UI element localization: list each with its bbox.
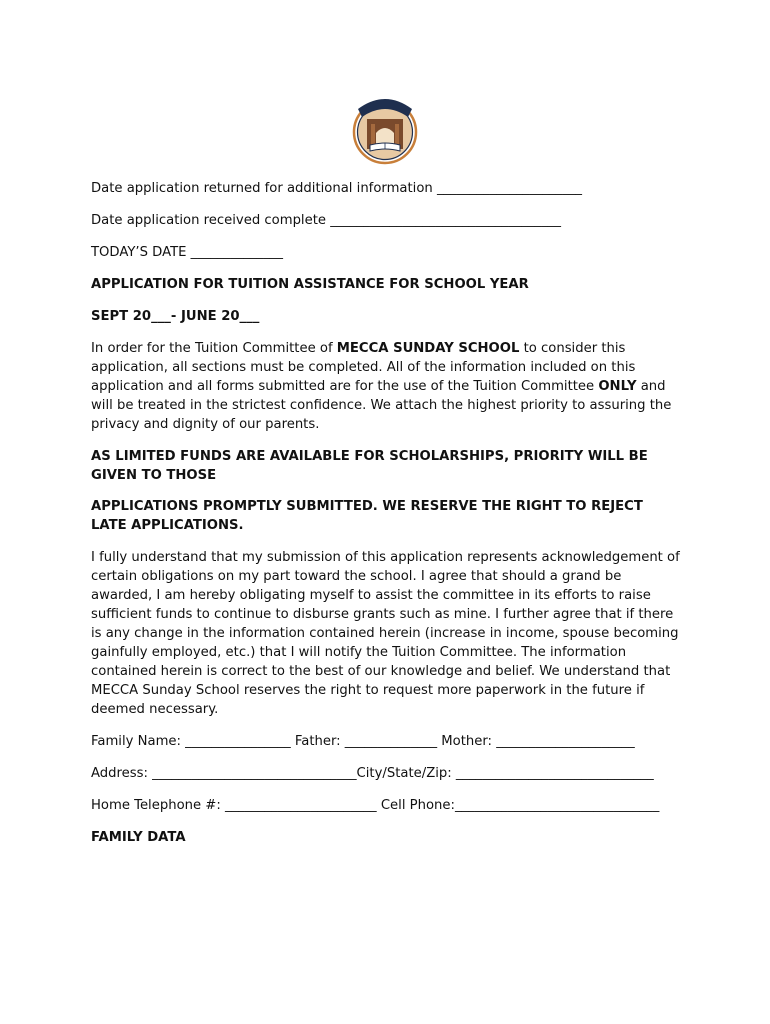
intro-text-1: In order for the Tuition Committee of [91, 341, 337, 356]
intro-text-2: to consider this application, all sections must be completed. All of the information included on this application and all forms submitted are for the use of the Tuition Committee [91, 341, 636, 394]
address-line: Address: _______________________________City/State/Zip: ______________________________ [91, 766, 654, 781]
intro-paragraph [91, 339, 683, 434]
school-name: MECCA SUNDAY SCHOOL [336, 341, 520, 356]
agreement-paragraph: I fully understand that my submission of this application represents acknowledgement of certain obligations on my part toward the school. I agree that should a grand be awarded, I am hereby obligating myself to assist the committee in its efforts to raise sufficient funds to continue to disburse grants such as mine. I further agree that if there is any change in the information contained herein (increase in income, spouse becoming gainfully employed, etc.) that I will notify the Tuition Committee. The information contained herein is correct to the best of our knowledge and belief. We understand that MECCA Sunday School reserves the right to request more paperwork in the future if deemed necessary. [91, 550, 680, 717]
form-content [91, 179, 683, 860]
todays-date-line: TODAY’S DATE ______________ [91, 245, 283, 260]
date-received-line: Date application received complete ___________________________________ [91, 213, 561, 228]
family-name-line: Family Name: ________________ Father: ______________ Mother: _____________________ [91, 734, 635, 749]
form-title: APPLICATION FOR TUITION ASSISTANCE FOR SCHOOL YEAR [91, 277, 529, 292]
school-year-line: SEPT 20___- JUNE 20___ [91, 309, 260, 324]
only-emphasis: ONLY [598, 379, 637, 394]
late-applications-notice: APPLICATIONS PROMPTLY SUBMITTED. WE RESERVE THE RIGHT TO REJECT LATE APPLICATIONS. [91, 499, 643, 533]
intro-text-3: and will be treated in the strictest confidence. We attach the highest priority to assuring the privacy and dignity of our parents. [91, 379, 672, 432]
limited-funds-notice: AS LIMITED FUNDS ARE AVAILABLE FOR SCHOLARSHIPS, PRIORITY WILL BE GIVEN TO THOSE [91, 449, 648, 483]
phone-line: Home Telephone #: _______________________ Cell Phone:_______________________________ [91, 798, 660, 813]
mecca-center-logo [352, 95, 418, 165]
family-data-heading: FAMILY DATA [91, 830, 186, 845]
date-returned-line: Date application returned for additional information ______________________ [91, 181, 583, 196]
